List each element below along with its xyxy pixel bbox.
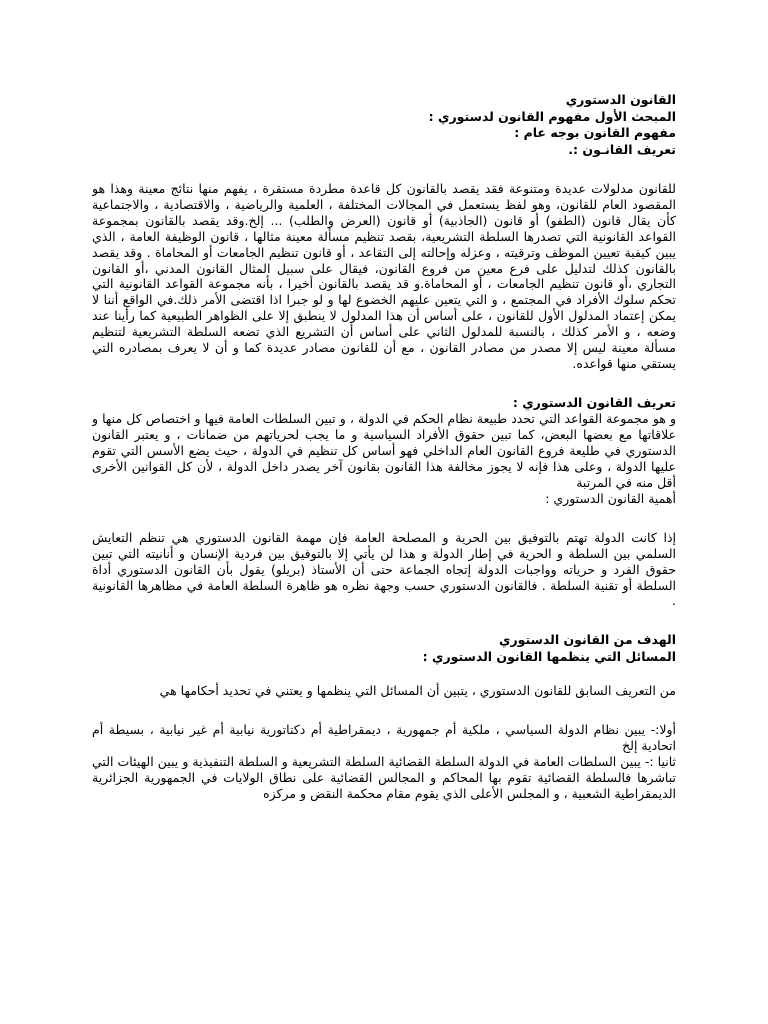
issues-heading: المسائل التي ينظمها القانون الدستوري :: [422, 648, 676, 664]
document-page: [92, 92, 676, 1012]
importance-heading: أهمية القانون الدستوري :: [545, 490, 676, 506]
list-item-first: أولا:- يبين نظام الدولة السياسي ، ملكية أم جمهورية ، ديمقراطية أم دكتاتورية نيابية أم غير نيابية ، بسيطة أم اتحادية إلخ: [92, 722, 676, 754]
constitutional-definition-paragraph: و هو مجموعة القواعد التي تحدد طبيعة نظام الحكم في الدولة ، و تبين السلطات العامة فيها و اختصاص كل منها و علاقاتها مع بعضها البعض، كما تبين حقوق الأفراد السياسية و ما يجب لحرياتهم من ضمانات ، و يعتبر القانون الدستوري في طليعة فروع القانون العام الداخلي فهو أساس كل تنظيم في الدولة ، حيث يضع الأسس التي تقوم عليها الدولة ، وعلى هذا فإنه لا يجوز مخالفة هذا القانون بقانون آخر يصدر داخل الدولة ، لأن كل القوانين الأخرى أقل منه في المرتبة: [92, 411, 676, 490]
section-heading: المبحث الأول مفهوم القانون لدستوري :: [428, 108, 676, 124]
importance-paragraph: إذا كانت الدولة تهتم بالتوفيق بين الحرية و المصلحة العامة فإن مهمة القانون الدستوري هي تنظم التعايش السلمي بين السلطة و الحرية في إطار الدولة و هذا لن يأتي إلا بالتوفيق بين فردية الإنسان و أنانيته التي تبين حقوق الفرد و حرياته وواجبات الدولة إتجاه الجماعة حتى أن الأستاذ (بريلو) يقول بأن القانون الدستوري أداة السلطة أو تقنية السلطة . فالقانون الدستوري حسب وجهة نظره هو ظاهرة السلطة العامة في مظاهرها القانونية .: [92, 529, 676, 609]
concept-heading: مفهوم القانون بوجه عام :: [514, 125, 676, 140]
issues-intro-paragraph: من التعريف السابق للقانون الدستوري ، يتبين أن المسائل التي ينظمها و يعتني في تحديد أحكامها هي: [159, 683, 676, 699]
document-title: القانون الدستوري: [565, 92, 676, 107]
goal-heading: الهدف من القانون الدستوري: [499, 632, 676, 648]
definition-heading: تعريف القانـون :.: [568, 141, 676, 157]
intro-paragraph: للقانون مدلولات عديدة ومتنوعة فقد يقصد بالقانون كل قاعدة مطردة مستقرة ، يفهم منها نتائج معينة وهذا هو المقصود العام للقانون، وهو لفظ يستعمل في المجالات المختلفة ، العلمية والرياضية ، والاقتصادية ، والاجتماعية كأن يقال قانون (الطفو) أو قانون (الجاذبية) أو قانون (العرض والطلب) ... إلخ.وقد يقصد بالقانون بمجموعة القواعد القانونية التي تصدرها السلطة التشريعية، بقصد تنظيم مسألة معينة مثالها ، قانون الوظيفة العامة ، الذي يبين كيفية تعيين الموظف وترقيته ، وعزله وإحالته إلى التقاعد ، أو قانون تنظيم الجامعات أو المحاماة . وقد يقصد بالقانون كذلك لتدليل على فرع معين من فروع القانون، فيقال على سبيل المثال القانون المدني ،أو القانون التجاري ،أو قانون تنظيم الجامعات ، أو المحاماة.و قد يقصد بالقانون أخيرا ، بأنه مجموعة القواعد القانونية التي تحكم سلوك الأفراد في المجتمع ، و التي يتعين عليهم الخضوع لها و لو جبرا اذا اقتضى الأمر ذلك.في الواقع أننا لا يمكن إعتماد المدلول الأول للقانون ، على أساس أن هذا المدلول لا ينطبق إلا على الظواهر الطبيعية كما رأينا عند وضعه ، و الأمر كذلك ، بالنسبة للمدلول الثاني على أساس أن التشريع الذي تضعه السلطة التشريعية لتنظيم مسألة معينة ليس إلا مصدر من مصادر القانون ، مع أن للقانون مصادر عديدة كما و أن لا يعرف بمصادره التي يستقي منها قواعده.: [92, 181, 676, 371]
constitutional-definition-heading: تعريف القانون الدستوري :: [512, 394, 676, 410]
list-item-second: ثانيا :- يبين السلطات العامة في الدولة السلطة القضائية السلطة التشريعية و السلطة التنفيذية و يبين الهيئات التي تباشرها فالسلطة القضائية تقوم بها المحاكم و المجالس القضائية على نطاق الولايات في الجمهورية الجزائرية الديمقراطية الشعبية ، و المجلس الأعلى الذي يقوم مقام محكمة النقض و مركزه: [92, 754, 676, 801]
